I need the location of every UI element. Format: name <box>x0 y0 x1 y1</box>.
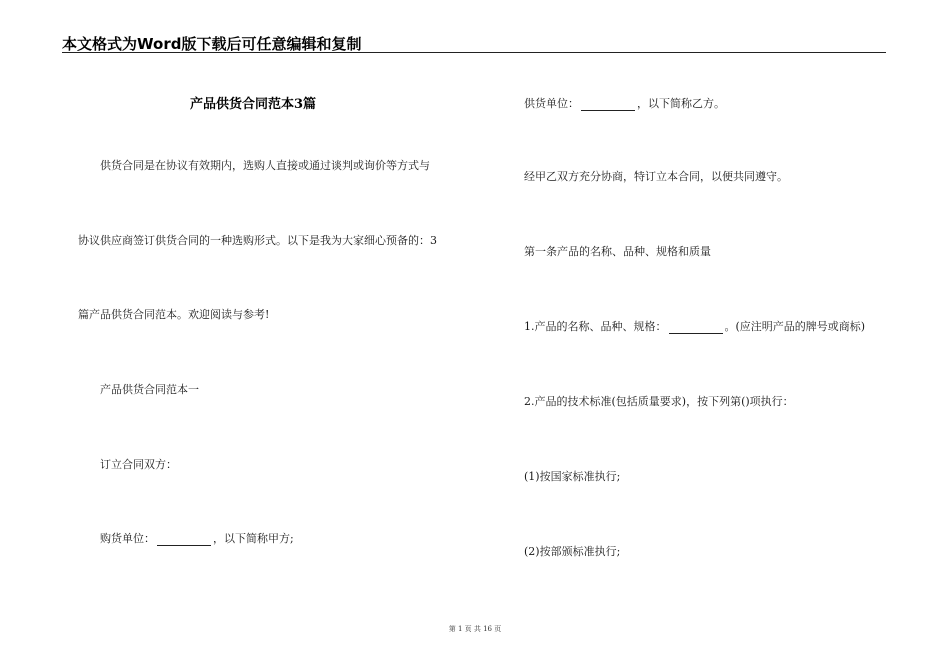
ministry-standard-item: (2)按部颁标准执行; <box>524 545 621 558</box>
article-one-heading: 第一条产品的名称、品种、规格和质量 <box>524 245 711 258</box>
product-spec-line <box>524 318 865 334</box>
intro-paragraph-line-3: 篇产品供货合同范本。欢迎阅读与参考! <box>78 308 270 321</box>
page-number-footer: 第 1 页 共 16 页 <box>448 625 502 633</box>
technical-standard-line: 2.产品的技术标准(包括质量要求)，按下列第()项执行： <box>524 395 794 408</box>
supplier-label: 供货单位： <box>524 97 579 110</box>
agreement-statement: 经甲乙双方充分协商，特订立本合同，以便共同遵守。 <box>524 170 788 183</box>
buyer-blank <box>157 534 211 546</box>
buyer-label: 购货单位： <box>100 532 155 545</box>
parties-label: 订立合同双方： <box>100 458 177 471</box>
page-header-banner: 本文格式为Word版下载后可任意编辑和复制 <box>62 35 362 53</box>
intro-paragraph-line-2: 协议供应商签订供货合同的一种选购形式。以下是我为大家细心预备的：3 <box>78 234 437 247</box>
contract-heading-one: 产品供货合同范本一 <box>100 383 199 396</box>
supplier-blank <box>581 99 635 111</box>
header-divider <box>62 52 886 53</box>
buyer-suffix: ，以下简称甲方; <box>213 532 294 545</box>
buyer-line <box>100 530 294 546</box>
product-spec-note: 。(应注明产品的牌号或商标) <box>724 320 866 333</box>
intro-paragraph-line-1: 供货合同是在协议有效期内，选购人直接或通过谈判或询价等方式与 <box>100 159 430 172</box>
product-spec-label: 1.产品的名称、品种、规格： <box>524 320 667 333</box>
document-title: 产品供货合同范本3篇 <box>190 97 317 112</box>
national-standard-item: (1)按国家标准执行; <box>524 470 621 483</box>
supplier-line <box>524 95 725 111</box>
product-spec-blank <box>669 322 723 334</box>
supplier-suffix: ，以下简称乙方。 <box>637 97 725 110</box>
